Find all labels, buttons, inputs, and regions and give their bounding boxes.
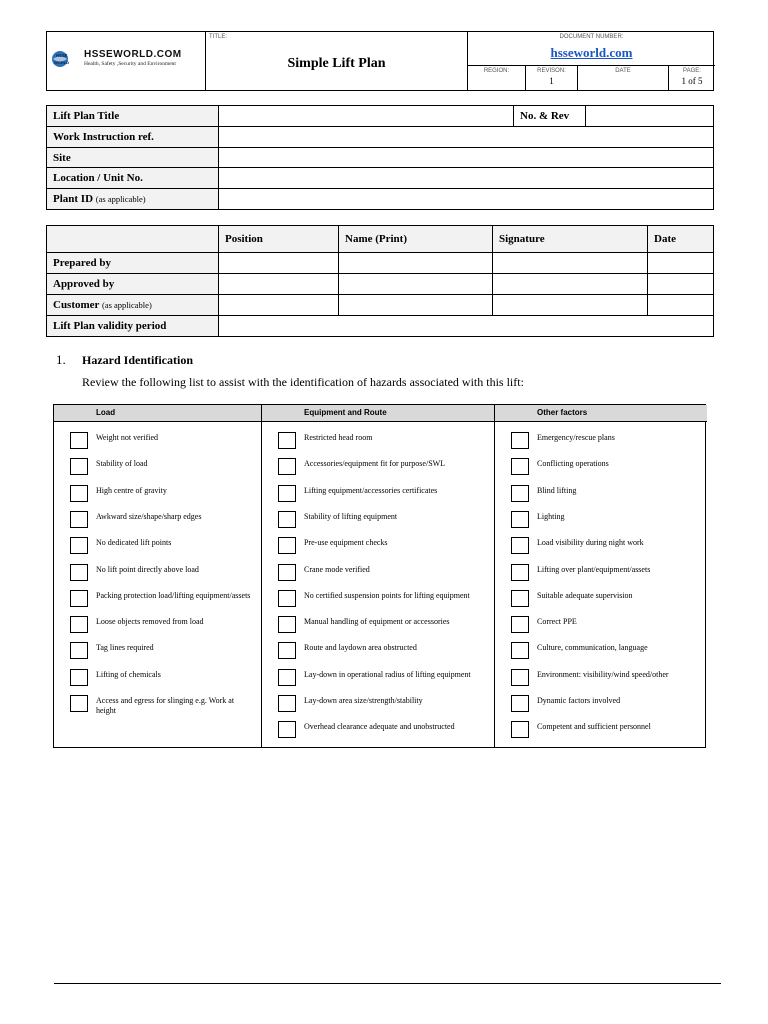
hazard-item-label: Environment: visibility/wind speed/other	[537, 669, 669, 679]
hazard-checkbox[interactable]	[278, 511, 296, 528]
load-header: Load	[54, 405, 261, 422]
hazard-checkbox[interactable]	[70, 432, 88, 449]
hazard-item	[54, 659, 261, 685]
hazard-item	[262, 475, 494, 501]
customer-note: (as applicable)	[101, 300, 152, 310]
doc-meta-row	[468, 65, 715, 91]
hazard-checkbox[interactable]	[511, 721, 529, 738]
hazard-item-label: Access and egress for slinging e.g. Work at height	[96, 696, 235, 715]
hazard-item	[54, 685, 261, 715]
work-instruction-label: Work Instruction ref.	[47, 127, 219, 148]
hazard-checkbox[interactable]	[278, 564, 296, 581]
date-cell	[578, 66, 669, 91]
hazard-item-label: High centre of gravity	[96, 485, 167, 495]
hazard-checkbox[interactable]	[278, 537, 296, 554]
plant-id-text: Plant ID	[53, 193, 94, 205]
hazard-checkbox[interactable]	[511, 511, 529, 528]
hazard-table	[53, 404, 706, 748]
hazard-item	[495, 448, 707, 474]
customer-text: Customer	[53, 299, 100, 311]
hazard-item	[495, 606, 707, 632]
hazard-item	[54, 501, 261, 527]
hazard-checkbox[interactable]	[278, 695, 296, 712]
date-label: DATE	[615, 68, 631, 74]
doc-number-label: DOCUMENT NUMBER:	[559, 34, 624, 40]
approved-name-field[interactable]	[339, 274, 493, 295]
hazard-item	[495, 685, 707, 711]
hazard-item	[54, 554, 261, 580]
hazard-item	[54, 527, 261, 553]
hazard-checkbox[interactable]	[511, 432, 529, 449]
hazard-item	[262, 527, 494, 553]
logo-brand: HSSEWORLD.COM	[84, 49, 182, 60]
hazard-item-label: Emergency/rescue plans	[537, 433, 615, 442]
hazard-item	[54, 632, 261, 658]
customer-date-field[interactable]	[648, 295, 714, 316]
doc-number-link[interactable]: hsseworld.com	[550, 45, 633, 60]
hazard-item	[495, 554, 707, 580]
hazard-item	[54, 422, 261, 448]
location-label: Location / Unit No.	[47, 168, 219, 189]
hazard-item-label: Crane mode verified	[304, 564, 370, 574]
hazard-checkbox[interactable]	[511, 642, 529, 659]
hazard-item-label: Tag lines required	[96, 643, 154, 653]
hazard-item-label: Route and laydown area obstructed	[304, 643, 417, 653]
lift-plan-title-label: Lift Plan Title	[47, 106, 219, 127]
hazard-item-label: No lift point directly above load	[96, 564, 199, 574]
plant-id-field[interactable]	[219, 189, 714, 210]
hazard-item	[495, 475, 707, 501]
hazard-item	[495, 711, 707, 737]
hazard-item-label: Stability of lifting equipment	[304, 511, 398, 521]
lift-plan-title-field[interactable]	[219, 106, 514, 127]
hazard-checkbox[interactable]	[278, 616, 296, 633]
hazard-checkbox[interactable]	[511, 485, 529, 502]
section-number: 1.	[56, 352, 66, 367]
hazard-item	[262, 501, 494, 527]
location-field[interactable]	[219, 168, 714, 189]
equipment-header: Equipment and Route	[262, 405, 494, 422]
hsseworld-logo	[51, 48, 201, 72]
hazard-checkbox[interactable]	[70, 458, 88, 475]
hazard-item-label: Loose objects removed from load	[96, 617, 204, 627]
hazard-checkbox[interactable]	[70, 642, 88, 659]
hazard-col-equipment	[261, 405, 494, 747]
revision-label: REVISON:	[537, 68, 566, 74]
hazard-checkbox[interactable]	[278, 642, 296, 659]
hazard-item-label: Accessories/equipment fit for purpose/SWL	[304, 459, 446, 469]
hazard-item-label: Dynamic factors involved	[537, 696, 621, 705]
hazard-checkbox[interactable]	[70, 669, 88, 686]
col-name-print: Name (Print)	[339, 226, 493, 253]
approved-position-field[interactable]	[219, 274, 339, 295]
hazard-item	[495, 580, 707, 606]
hazard-item	[495, 501, 707, 527]
hazard-checkbox[interactable]	[70, 537, 88, 554]
hazard-item	[54, 606, 261, 632]
hazard-checkbox[interactable]	[511, 590, 529, 607]
prepared-position-field[interactable]	[219, 253, 339, 274]
customer-signature-field[interactable]	[493, 295, 648, 316]
approvals-corner-cell	[47, 226, 219, 253]
hsse-world-badge-icon	[51, 50, 81, 68]
hazard-checkbox[interactable]	[511, 537, 529, 554]
hazard-item-label: No dedicated lift points	[96, 538, 172, 548]
page-value: 1 of 5	[681, 76, 703, 86]
hazard-item-label: Blind lifting	[537, 485, 577, 495]
hazard-col-load	[54, 405, 261, 747]
hazard-item-label: Awkward size/shape/sharp edges	[96, 511, 202, 521]
hazard-checkbox[interactable]	[278, 669, 296, 686]
col-signature: Signature	[493, 226, 648, 253]
hazard-checkbox[interactable]	[70, 564, 88, 581]
hazard-checkbox[interactable]	[278, 432, 296, 449]
hazard-checkbox[interactable]	[511, 669, 529, 686]
page-label: PAGE:	[683, 68, 701, 74]
hazard-item-label: Load visibility during night work	[537, 538, 644, 548]
region-label: REGION:	[483, 68, 510, 74]
prepared-date-field[interactable]	[648, 253, 714, 274]
hazard-item	[54, 448, 261, 474]
hazard-item	[262, 711, 494, 737]
site-label: Site	[47, 148, 219, 168]
revision-value: 1	[549, 76, 554, 86]
hazard-checkbox[interactable]	[70, 485, 88, 502]
hazard-checkbox[interactable]	[511, 564, 529, 581]
hazard-item-label: Lifting equipment/accessories certificates	[304, 485, 438, 495]
title-label: TITLE:	[209, 34, 228, 40]
customer-label	[47, 295, 219, 316]
work-instruction-field[interactable]	[219, 127, 714, 148]
plant-id-label	[47, 189, 219, 210]
section-description: Review the following list to assist with the identification of hazards associated with this lift:	[82, 375, 524, 389]
document-header	[46, 31, 714, 91]
hazard-item	[262, 422, 494, 448]
hazard-item-label: Restricted head room	[304, 433, 373, 442]
validity-label: Lift Plan validity period	[47, 316, 219, 337]
section-title: Hazard Identification	[82, 353, 193, 367]
hazard-item-label: Lay-down area size/strength/stability	[304, 696, 423, 705]
hazard-checkbox[interactable]	[511, 695, 529, 712]
hazard-item	[262, 685, 494, 711]
plant-id-note: (as applicable)	[95, 194, 146, 204]
col-date: Date	[648, 226, 714, 253]
no-rev-field[interactable]	[586, 106, 714, 127]
hazard-item-label: Stability of load	[96, 459, 148, 469]
hazard-item	[495, 632, 707, 658]
approved-date-field[interactable]	[648, 274, 714, 295]
hazard-checkbox[interactable]	[70, 590, 88, 607]
approved-signature-field[interactable]	[493, 274, 648, 295]
hazard-item-label: Suitable adequate supervision	[537, 590, 633, 600]
col-position: Position	[219, 226, 339, 253]
hazard-item-label: Packing protection load/lifting equipment/assets	[96, 590, 251, 600]
document-title: Simple Lift Plan	[287, 56, 386, 71]
document-number-cell	[468, 32, 715, 90]
hazard-col-other	[494, 405, 707, 747]
approved-by-label: Approved by	[47, 274, 219, 295]
hazard-item-label: Lay-down in operational radius of lifting equipment	[304, 669, 471, 679]
prepared-signature-field[interactable]	[493, 253, 648, 274]
site-field[interactable]	[219, 148, 714, 168]
hazard-item-label: Lighting	[537, 511, 565, 521]
svg-text:HSSE: HSSE	[56, 53, 68, 58]
hazard-item	[262, 659, 494, 685]
other-header: Other factors	[495, 405, 707, 422]
hazard-item-label: Competent and sufficient personnel	[537, 722, 651, 732]
logo-cell	[47, 32, 206, 90]
hazard-item	[54, 475, 261, 501]
region-cell	[468, 66, 526, 91]
customer-position-field[interactable]	[219, 295, 339, 316]
hazard-item-label: Overhead clearance adequate and unobstructed	[304, 722, 455, 732]
hazard-checkbox[interactable]	[278, 485, 296, 502]
hazard-item-label: Weight not verified	[96, 433, 159, 442]
hazard-item-label: Lifting over plant/equipment/assets	[537, 564, 651, 574]
hazard-item-label: Culture, communication, language	[537, 643, 648, 653]
customer-name-field[interactable]	[339, 295, 493, 316]
hazard-item-label: Pre-use equipment checks	[304, 538, 388, 548]
svg-text:WORLD: WORLD	[54, 60, 70, 65]
hazard-item-label: Conflicting operations	[537, 459, 609, 469]
no-rev-label: No. & Rev	[514, 106, 586, 127]
hazard-checkbox[interactable]	[278, 458, 296, 475]
hazard-checkbox[interactable]	[511, 458, 529, 475]
revision-cell	[526, 66, 578, 91]
hazard-item-label: Correct PPE	[537, 617, 577, 627]
hazard-checkbox[interactable]	[511, 616, 529, 633]
footer-rule	[54, 983, 721, 984]
title-cell	[206, 32, 468, 90]
validity-field[interactable]	[219, 316, 714, 337]
hazard-item	[495, 659, 707, 685]
hazard-item	[262, 448, 494, 474]
hazard-item	[262, 554, 494, 580]
page-cell	[669, 66, 715, 91]
hazard-item	[54, 580, 261, 606]
plan-info-table	[46, 105, 714, 210]
hazard-item-label: No certified suspension points for lifting equipment	[304, 590, 470, 600]
hazard-item-label: Lifting of chemicals	[96, 669, 161, 679]
hazard-checkbox[interactable]	[70, 616, 88, 633]
hazard-item	[262, 632, 494, 658]
prepared-by-label: Prepared by	[47, 253, 219, 274]
hazard-item	[262, 580, 494, 606]
hazard-checkbox[interactable]	[278, 590, 296, 607]
hazard-checkbox[interactable]	[278, 721, 296, 738]
hazard-item	[495, 527, 707, 553]
hazard-checkbox[interactable]	[70, 695, 88, 712]
hazard-item-label: Manual handling of equipment or accessories	[304, 617, 450, 627]
approvals-table	[46, 225, 714, 337]
logo-tagline: Health, Safety ,Security and Environment	[84, 61, 176, 67]
hazard-item	[262, 606, 494, 632]
hazard-checkbox[interactable]	[70, 511, 88, 528]
hazard-item	[495, 422, 707, 448]
prepared-name-field[interactable]	[339, 253, 493, 274]
